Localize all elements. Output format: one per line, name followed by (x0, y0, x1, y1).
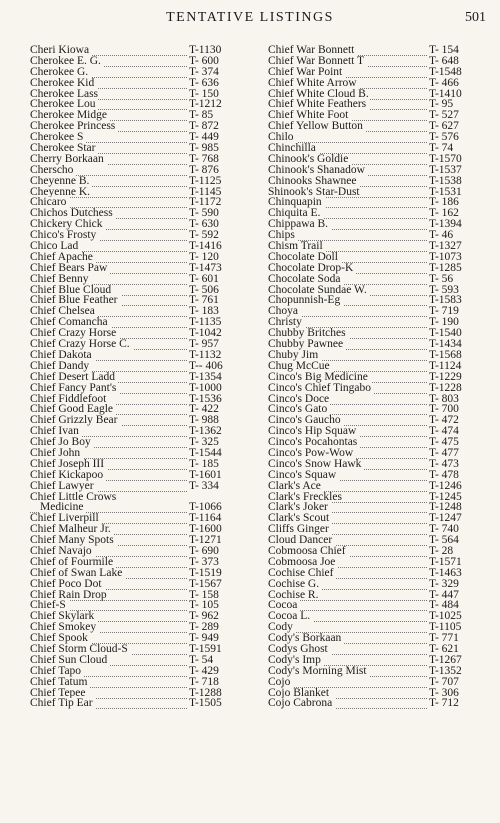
listing-number: T-1000 (189, 381, 222, 394)
listing-name: Shinook's Star-Dust (268, 187, 363, 198)
listing-number: T-1135 (189, 316, 222, 329)
listing-number: T-1505 (189, 697, 222, 710)
listing-name: Chief Tepee (30, 688, 89, 699)
listing-number: T-1548 (429, 65, 462, 78)
listing-name: Chief White Cloud B. (268, 89, 372, 100)
listing-number: T-1537 (429, 163, 462, 176)
listing-name: Cherokee Star (30, 143, 98, 154)
listing-name: Clark's Joker (268, 502, 331, 513)
listing-number: T-1247 (429, 512, 462, 525)
listing-number: T- 56 (429, 272, 454, 285)
listing-name: Chief Lawyer (30, 481, 97, 492)
listing-name: Chief-S (30, 600, 69, 611)
listing-number: T- 527 (429, 109, 459, 122)
listing-name: Chief Good Eagle (30, 404, 116, 415)
listing-name: Chico's Frosty (30, 230, 99, 241)
listing-row (268, 78, 483, 89)
listing-name: Cinco's Big Medicine (268, 372, 371, 383)
listing-number: T- 803 (429, 392, 459, 405)
listing-name: Chocolate Drop-K (268, 263, 356, 274)
listing-number: T-1066 (189, 501, 222, 514)
listing-number: T-1124 (429, 359, 462, 372)
listing-name: Cinco's Squaw (268, 470, 339, 481)
listing-number: T-1570 (429, 152, 462, 165)
listing-row (268, 274, 483, 285)
listing-number: T-1042 (189, 327, 222, 340)
listing-name: Cocoa L. (268, 611, 313, 622)
listing-number: T- 627 (429, 120, 459, 133)
listing-number: T-1267 (429, 653, 462, 666)
listing-name: Christy (268, 317, 305, 328)
listing-number: T- 768 (189, 152, 219, 165)
listing-number: T-1416 (189, 240, 222, 253)
listing-number: T- 466 (429, 76, 459, 89)
listing-name: Cherscho (30, 165, 76, 176)
listing-number: T- 761 (189, 294, 219, 307)
listing-number: T- 429 (189, 664, 219, 677)
listing-number: T- 162 (429, 207, 459, 220)
listing-number: T- 712 (429, 697, 459, 710)
listing-number: T- 600 (189, 54, 219, 67)
listing-number: T-1463 (429, 566, 462, 579)
listing-name: Chocolate Sundae W. (268, 285, 370, 296)
listing-name: Cinco's Gaucho (268, 415, 344, 426)
listing-name: Cody's Imp (268, 655, 324, 666)
listing-name: Chief Comancha (30, 317, 111, 328)
listing-name: Cliffs Ginger (268, 524, 332, 535)
listing-name: Chief White Arrow (268, 78, 360, 89)
listing-number: T- 690 (189, 544, 219, 557)
listing-name: Chism Trail (268, 241, 326, 252)
listing-name: Cobmoosa Chief (268, 546, 349, 557)
listing-name: Chief Yellow Button (268, 121, 366, 132)
listing-name: Choya (268, 306, 301, 317)
listing-number: T- 28 (429, 544, 454, 557)
listing-number: T- 564 (429, 534, 459, 547)
listing-number: T- 949 (189, 632, 219, 645)
listing-column-right (268, 45, 483, 709)
listing-number: T- 648 (429, 54, 459, 67)
listing-number: T- 621 (429, 642, 459, 655)
listing-name: Cherry Borkaan (30, 154, 107, 165)
listing-name: Chief Apache (30, 252, 96, 263)
listing-number: T- 449 (189, 131, 219, 144)
listing-number: T- 154 (429, 44, 459, 56)
listing-name: Chief of Fourmile (30, 557, 116, 568)
listing-name: Chief Joseph III (30, 459, 107, 470)
listing-row (268, 176, 483, 187)
listing-number: T-1172 (189, 196, 222, 209)
listing-name: Cheyenne B. (30, 176, 92, 187)
listing-number: T- 306 (429, 686, 459, 699)
listing-number: T-1125 (189, 174, 222, 187)
listing-number: T-1327 (429, 240, 462, 253)
listing-name: Chilo (268, 132, 297, 143)
listing-name: Cinco's Chief Tingabo (268, 383, 374, 394)
listing-name: Cherokee S (30, 132, 86, 143)
listing-name: Cojo Cabrona (268, 698, 335, 709)
listing-name: Cinco's Pocahontas (268, 437, 360, 448)
listing-name: Cochise G. (268, 579, 322, 590)
listing-number: T-1536 (189, 392, 222, 405)
listing-number: T-1362 (189, 425, 222, 438)
listing-number: T- 74 (429, 142, 454, 155)
listing-name: Chief Tip Ear (30, 698, 96, 709)
listing-number: T-1271 (189, 534, 222, 547)
listing-name: Chief Navajo (30, 546, 95, 557)
listing-number: T-1394 (429, 218, 462, 231)
listing-name: Chinooks Shawnee (268, 176, 359, 187)
listing-number: T- 150 (189, 87, 219, 100)
listing-number: T-1540 (429, 327, 462, 340)
listing-number: T-1410 (429, 87, 462, 100)
listing-number: T- 475 (429, 436, 459, 449)
listing-row (268, 372, 483, 383)
listing-number: T-1531 (429, 185, 462, 198)
listing-row (268, 677, 483, 688)
listing-number: T- 962 (189, 610, 219, 623)
listing-number: T- 957 (189, 338, 219, 351)
listing-name: Cody (268, 622, 296, 633)
listing-name: Cherokee Lass (30, 89, 101, 100)
listing-name: Chief Storm Cloud-S (30, 644, 131, 655)
listing-number: T-1571 (429, 555, 462, 568)
listing-name: Chief Many Spots (30, 535, 117, 546)
listing-number: T-1601 (189, 468, 222, 481)
listing-number: T-1132 (189, 348, 222, 361)
page-header (0, 10, 500, 30)
listing-name: Chief Desert Ladd (30, 372, 118, 383)
listing-name: Chinook's Goldie (268, 154, 351, 165)
listing-row (30, 78, 265, 89)
listing-name: Cody's Morning Mist (268, 666, 370, 677)
listing-number: T- 636 (189, 76, 219, 89)
listing-name: Chief War Bonnett T (268, 56, 367, 67)
listing-number: T- 105 (189, 599, 219, 612)
listing-number: T-1228 (429, 381, 462, 394)
listing-name: Cheyenne K. (30, 187, 93, 198)
listing-number: T-1145 (189, 185, 222, 198)
listing-name: Chief Grizzly Bear (30, 415, 121, 426)
listing-number: T-1600 (189, 523, 222, 536)
listing-name: Chopunnish-Eg (268, 295, 343, 306)
listing-name: Medicine (40, 502, 86, 513)
listing-name: Codys Ghost (268, 644, 331, 655)
listing-number: T- 120 (189, 250, 219, 263)
listing-number: T- 85 (189, 109, 214, 122)
listing-number: T- 54 (189, 653, 214, 666)
listing-name: Chico Lad (30, 241, 81, 252)
listing-name: Cody's Borkaan (268, 633, 344, 644)
listing-name: Chief Dakota (30, 350, 95, 361)
listing-row (30, 481, 265, 492)
listing-name: Cochise R. (268, 590, 321, 601)
listing-name: Chippawa B. (268, 219, 331, 230)
listing-number: T- 719 (429, 305, 459, 318)
listing-name: Chiquita E. (268, 208, 323, 219)
listing-name: Chief Tapo (30, 666, 84, 677)
listing-number: T- 473 (429, 457, 459, 470)
listing-name: Cinco's Doce (268, 394, 332, 405)
listing-name: Chickery Chick (30, 219, 106, 230)
listing-number: T- 590 (189, 207, 219, 220)
listing-name: Cherokee E. G. (30, 56, 104, 67)
listing-name: Chief Smokey (30, 622, 99, 633)
listing-number: T-1473 (189, 261, 222, 274)
listing-name: Cherokee G. (30, 67, 91, 78)
listing-row (30, 470, 265, 481)
listing-name: Chief Fancy Pant's (30, 383, 119, 394)
listing-name: Chief Skylark (30, 611, 97, 622)
listing-row (268, 579, 483, 590)
listing-name: Chips (268, 230, 298, 241)
listing-number: T- 185 (189, 457, 219, 470)
listing-number: T-1567 (189, 577, 222, 590)
listing-number: T- 872 (189, 120, 219, 133)
listing-name: Cherokee Midge (30, 110, 110, 121)
listing-name: Cinco's Hip Squaw (268, 426, 359, 437)
listing-name: Chief Blue Cloud (30, 285, 114, 296)
listing-number: T-1105 (429, 621, 462, 634)
listing-number: T- 707 (429, 675, 459, 688)
listing-number: T- 601 (189, 272, 219, 285)
listing-row (268, 698, 483, 709)
listing-number: T- 740 (429, 523, 459, 536)
listing-number: T-1164 (189, 512, 222, 525)
listing-name: Chuby Jim (268, 350, 321, 361)
listing-number: T-1538 (429, 174, 462, 187)
listing-name: Cojo (268, 677, 293, 688)
listing-name: Chief Sun Cloud (30, 655, 110, 666)
listing-number: T- 593 (429, 283, 459, 296)
listing-name: Cherokee Kid (30, 78, 97, 89)
listing-name: Chief Crazy Horse C. (30, 339, 133, 350)
listing-name: Chief Poco Dot (30, 579, 105, 590)
listing-row (30, 274, 265, 285)
listing-number: T-1288 (189, 686, 222, 699)
listing-number: T- 422 (189, 403, 219, 416)
listing-row (268, 383, 483, 394)
listing-name: Cinco's Snow Hawk (268, 459, 364, 470)
listing-number: T- 876 (189, 163, 219, 176)
listing-name: Chief Kickapoo (30, 470, 106, 481)
listing-number: T-1285 (429, 261, 462, 274)
listing-name: Chief John (30, 448, 83, 459)
listing-column-left (30, 45, 265, 709)
listing-number: T- 289 (189, 621, 219, 634)
listing-name: Chief War Bonnett (268, 45, 357, 56)
listing-name: Chief Benny (30, 274, 91, 285)
listing-name: Chief Jo Boy (30, 437, 94, 448)
listing-name: Chief Little Crows (30, 492, 119, 503)
listing-number: T- 472 (429, 414, 459, 427)
listing-name: Clark's Ace (268, 481, 324, 492)
listing-name: Chief Fiddlefoot (30, 394, 109, 405)
listing-name: Chief of Swan Lake (30, 568, 125, 579)
listing-number: T- 985 (189, 142, 219, 155)
listing-row (30, 579, 265, 590)
listing-name: Chief Chelsea (30, 306, 98, 317)
listing-name: Cherokee Princess (30, 121, 118, 132)
listing-number: T- 325 (189, 436, 219, 449)
listing-number: T- 988 (189, 414, 219, 427)
listing-number: T- 158 (189, 588, 219, 601)
listing-number: T-1229 (429, 370, 462, 383)
listing-name: Chinook's Shanadow (268, 165, 368, 176)
listing-number: T-1245 (429, 490, 462, 503)
listing-name: Cheri Kiowa (30, 45, 92, 56)
listing-name: Chief Rain Drop (30, 590, 110, 601)
listing-row (268, 481, 483, 492)
listing-number: T-1130 (189, 44, 222, 56)
listing-name: Chief Ivan (30, 426, 82, 437)
listing-number: T- 484 (429, 599, 459, 612)
listing-name: Cinco's Gato (268, 404, 330, 415)
listing-row (268, 470, 483, 481)
listing-number: T-1568 (429, 348, 462, 361)
listing-number: T- 592 (189, 229, 219, 242)
listing-name: Chief Dandy (30, 361, 92, 372)
listing-number: T- 373 (189, 555, 219, 568)
listing-number: T-1519 (189, 566, 222, 579)
listing-number: T- 374 (189, 65, 219, 78)
listing-row (30, 698, 265, 709)
listing-name: Cojo Blanket (268, 688, 332, 699)
listing-name: Chicaro (30, 197, 69, 208)
listing-name: Chief White Feathers (268, 99, 369, 110)
listing-name: Clark's Scout (268, 513, 332, 524)
listing-name: Chief Crazy Horse (30, 328, 119, 339)
listing-number: T-1583 (429, 294, 462, 307)
listing-row (30, 372, 265, 383)
listing-number: T-1025 (429, 610, 462, 623)
listing-name: Cobmoosa Joe (268, 557, 338, 568)
listing-number: T-1434 (429, 338, 462, 351)
listing-number: T- 46 (429, 229, 454, 242)
listing-number: T- 771 (429, 632, 459, 645)
listing-name: Chief Tatum (30, 677, 90, 688)
listing-row (30, 383, 265, 394)
listing-number: T-1248 (429, 501, 462, 514)
listing-number: T-1212 (189, 98, 222, 111)
listing-number: T- 190 (429, 316, 459, 329)
listing-number: T-1073 (429, 250, 462, 263)
listing-number: T- 329 (429, 577, 459, 590)
listing-name: Cocoa (268, 600, 300, 611)
listing-name: Chinquapin (268, 197, 325, 208)
listing-name: Chinchilla (268, 143, 319, 154)
listing-name: Chief Malheur Jr. (30, 524, 114, 535)
listing-number: T- 95 (429, 98, 454, 111)
listing-name: Chocolate Soda (268, 274, 344, 285)
listing-name: Chubby Britches (268, 328, 349, 339)
listing-number: T- 576 (429, 131, 459, 144)
listing-number: T-1354 (189, 370, 222, 383)
listing-name: Cherokee Lou (30, 99, 98, 110)
listing-name: Chief War Point (268, 67, 345, 78)
page-title: TENTATIVE LISTINGS (166, 10, 334, 25)
listing-number: T-- 406 (189, 359, 223, 372)
listing-number: T- 506 (189, 283, 219, 296)
listing-number: T-1352 (429, 664, 462, 677)
listing-number: T- 474 (429, 425, 459, 438)
listing-name: Chief Bears Paw (30, 263, 110, 274)
listing-name: Chichos Dutchess (30, 208, 116, 219)
listing-name: Cinco's Pow-Wow (268, 448, 356, 459)
page-number: 501 (465, 10, 486, 25)
listing-number: T- 447 (429, 588, 459, 601)
listing-row (30, 176, 265, 187)
listing-name: Cloud Dancer (268, 535, 335, 546)
listing-number: T- 186 (429, 196, 459, 209)
listing-number: T- 478 (429, 468, 459, 481)
listing-number: T-1591 (189, 642, 222, 655)
listing-name: Chocolate Doll (268, 252, 341, 263)
listing-name: Chief Liverpill (30, 513, 102, 524)
listing-row (30, 568, 265, 579)
listing-name: Chief Blue Feather (30, 295, 121, 306)
listing-name: Chubby Pawnee (268, 339, 346, 350)
listing-number: T- 630 (189, 218, 219, 231)
listing-name: Chief Spook (30, 633, 91, 644)
listing-number: T-1246 (429, 479, 462, 492)
listing-number: T- 334 (189, 479, 219, 492)
listing-name: Cochise Chief (268, 568, 336, 579)
listing-name: Clark's Freckles (268, 492, 345, 503)
listing-name: Chief White Foot (268, 110, 351, 121)
listing-number: T- 477 (429, 446, 459, 459)
listing-number: T- 718 (189, 675, 219, 688)
listing-number: T- 183 (189, 305, 219, 318)
listing-row (30, 677, 265, 688)
listing-number: T- 700 (429, 403, 459, 416)
listing-number: T-1544 (189, 446, 222, 459)
listing-name: Chug McCue (268, 361, 333, 372)
listing-row (268, 568, 483, 579)
